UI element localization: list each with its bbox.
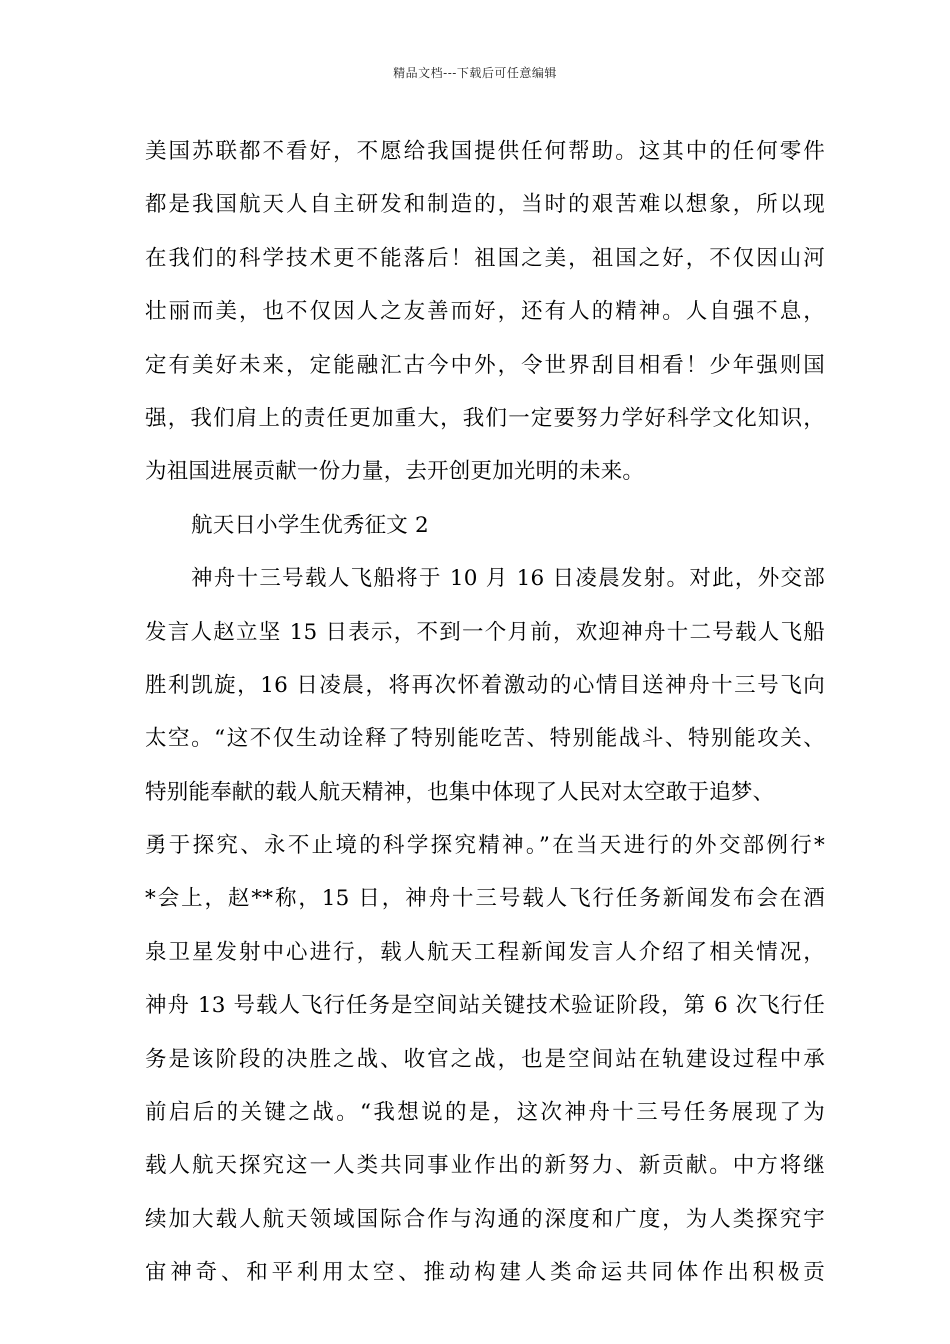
text-line: 为祖国进展贡献一份力量，去开创更加光明的未来。 <box>145 459 645 485</box>
text-line: 在我们的科学技术更不能落后！祖国之美，祖国之好，不仅因山河 <box>145 245 825 271</box>
text-line: 宙神奇、和平利用太空、推动构建人类命运共同体作出积极贡 <box>145 1260 825 1286</box>
text-line: 太空。“这不仅生动诠释了特别能吃苦、特别能战斗、特别能攻关、 <box>145 726 825 752</box>
page-header: 精品文档---下载后可任意编辑 <box>393 66 557 80</box>
document-body <box>145 130 825 1305</box>
section-heading: 航天日小学生优秀征文 2 <box>191 512 429 538</box>
text-line: 美国苏联都不看好，不愿给我国提供任何帮助。这其中的任何零件 <box>145 139 825 164</box>
text-line: 都是我国航天人自主研发和制造的，当时的艰苦难以想象，所以现 <box>145 192 825 218</box>
text-line: 载人航天探究这一人类共同事业作出的新努力、新贡献。中方将继 <box>145 1153 825 1179</box>
text-line: 发言人赵立坚 15 日表示，不到一个月前，欢迎神舟十二号载人飞船 <box>145 619 825 645</box>
text-line: 前启后的关键之战。“我想说的是，这次神舟十三号任务展现了为 <box>145 1100 825 1126</box>
text-line: 胜利凯旋，16 日凌晨，将再次怀着激动的心情目送神舟十三号飞向 <box>145 672 825 698</box>
text-line: 务是该阶段的决胜之战、收官之战，也是空间站在轨建设过程中承 <box>145 1046 825 1072</box>
text-line: 特别能奉献的载人航天精神，也集中体现了人民对太空敢于追梦、 <box>145 779 775 805</box>
text-line: 泉卫星发射中心进行，载人航天工程新闻发言人介绍了相关情况， <box>145 939 825 965</box>
text-line: 神舟十三号载人飞船将于 10 月 16 日凌晨发射。对此，外交部 <box>191 566 825 592</box>
text-line: 壮丽而美，也不仅因人之友善而好，还有人的精神。人自强不息， <box>145 299 825 325</box>
text-line: 强，我们肩上的责任更加重大，我们一定要努力学好科学文化知识， <box>145 405 825 431</box>
text-line: 勇于探究、永不止境的科学探究精神。”在当天进行的外交部例行* <box>145 833 825 859</box>
text-line: 定有美好未来，定能融汇古今中外，令世界刮目相看！少年强则国 <box>145 352 825 378</box>
text-line: 续加大载人航天领域国际合作与沟通的深度和广度，为人类探究宇 <box>145 1206 825 1232</box>
text-line: *会上，赵**称，15 日，神舟十三号载人飞行任务新闻发布会在酒 <box>145 886 825 912</box>
text-line: 神舟 13 号载人飞行任务是空间站关键技术验证阶段，第 6 次飞行任 <box>145 993 825 1019</box>
